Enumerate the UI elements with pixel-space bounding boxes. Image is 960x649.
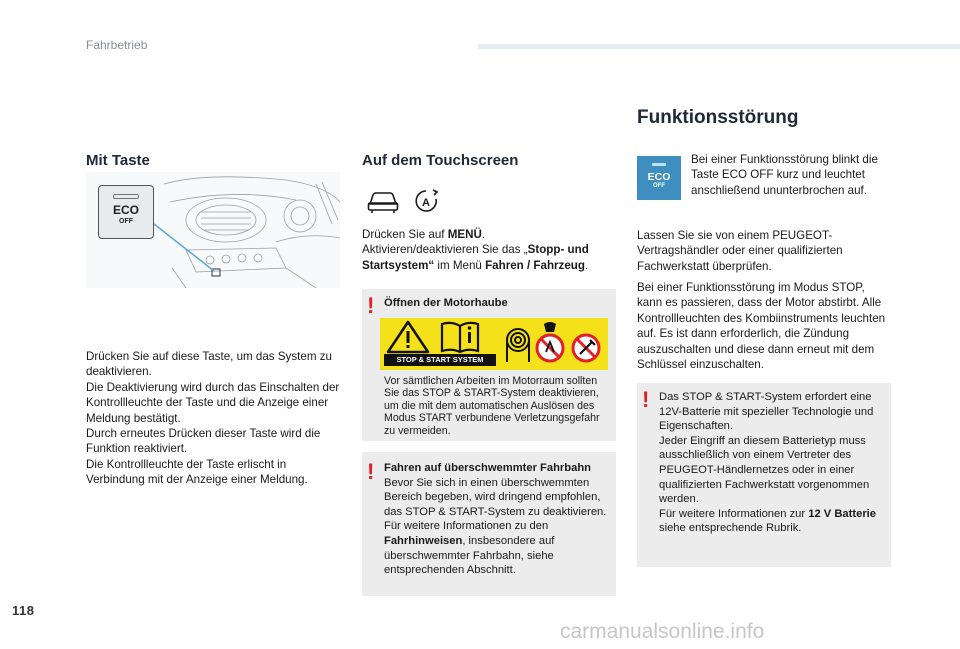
off-label: OFF [653, 183, 665, 189]
no-touch-icon [537, 322, 563, 361]
section-label: Fahrbetrieb [86, 38, 148, 52]
heading-funktionsstoerung: Funktionsstörung [637, 107, 799, 128]
watermark: carmanualsonline.info [560, 620, 765, 643]
box-text-batterie-1: Das STOP & START-System erfordert eine 12V-Batterie mit spezieller Technologie und Eigenschaften. [659, 391, 874, 433]
box-text-ueberschwemmt-2: Für weitere Informationen zu den [384, 520, 549, 533]
no-tool-icon [573, 335, 599, 361]
box-text-ueberschwemmt [384, 461, 610, 578]
eco-off-button-illustration [98, 185, 154, 239]
off-label: OFF [119, 218, 133, 225]
text-fahren-fahrzeug: Fahren / Fahrzeug [485, 258, 585, 272]
text-im-menu: im Menü [434, 258, 486, 272]
eco-icon-description: Bei einer Funktionsstörung blinkt die Taste ECO OFF kurz und leuchtet anschließend ununterbrochen auf. [691, 153, 878, 197]
warning-box-ueberschwemmt [362, 452, 616, 596]
box-title-ueberschwemmt: Fahren auf überschwemmter Fahrbahn [384, 462, 592, 474]
auto-stop-start-icon [416, 190, 437, 211]
funktionsstoerung-text-2: Bei einer Funktionsstörung im Modus STOP, kann es passieren, dass der Motor abstirbt. Alle Kontrollleuchten des Kombiinstruments leuchten auf. Es ist dann erforderlich, die Zündung auszuschalten und diese dann erneut mit dem Schlüssel einzuschalten. [637, 281, 886, 372]
car-icon [369, 193, 398, 213]
text-druecken: Drücken Sie auf [362, 228, 448, 241]
box-text-ueberschwemmt-1: Bevor Sie sich in einen überschwemmten Bereich begeben, wird dringend empfohlen, das STOP & START-System zu deaktivieren. [384, 476, 607, 518]
funktionsstoerung-text-1: Lassen Sie sie von einem PEUGEOT-Vertragshändler oder einer qualifizierten Fachwerkstatt überprüfen. [637, 229, 843, 273]
warning-exclamation-icon: ! [367, 459, 375, 484]
svg-text:A: A [422, 197, 430, 209]
indicator-slot [113, 194, 139, 199]
text-period-1: . [481, 228, 486, 241]
touchscreen-instructions [362, 227, 618, 273]
text-aktivieren: Aktivieren/deaktivieren Sie das „ [362, 243, 528, 257]
eco-label: ECO [112, 203, 139, 217]
warning-box-batterie [637, 383, 891, 567]
heading-touchscreen: Auf dem Touchscreen [362, 152, 519, 169]
box-text-batterie-2: Jeder Eingriff an diesem Batterietyp muss ausschließlich von einem Vertreter des PEUGEOT-Händlernetzes oder in einer qualifizierten Fachwerkstatt vorgenommen werden. [659, 434, 870, 506]
text-period-2: . [584, 258, 589, 272]
text-menu: MENÜ [447, 228, 482, 241]
manual-book-icon [442, 323, 478, 352]
box-text-batterie [659, 390, 887, 536]
text-stopp-startsystem: Stopp- und Startsystem“ [362, 243, 589, 272]
belt-pulley-icon [507, 329, 529, 362]
text-fahrhinweisen: Fahrhinweisen [384, 534, 463, 547]
page-number: 118 [12, 603, 35, 618]
touchscreen-icons [367, 186, 447, 221]
box-text-ueberschwemmt-3: , insbesondere auf überschwemmter Fahrbahn, siehe entsprechenden Abschnitt. [384, 534, 555, 577]
box-title-motorhaube: Öffnen der Motorhaube [384, 297, 508, 309]
eco-label: ECO [647, 171, 671, 183]
header-bar [478, 44, 960, 49]
box-text-batterie-4: siehe entsprechende Rubrik. [659, 522, 802, 535]
dashboard-illustration [86, 172, 340, 288]
indicator-slot [652, 163, 666, 166]
box-text-batterie-3: Für weitere Informationen zur [659, 507, 809, 520]
eco-off-indicator-icon [637, 156, 681, 200]
text-12v-batterie: 12 V Batterie [808, 507, 877, 520]
mit-taste-text: Drücken Sie auf diese Taste, um das System zu deaktivieren. Die Deaktivierung wird durch das Einschalten der Kontrollleuchte der Taste und die Anzeige einer Meldung bestätigt. Durch erneutes Drücken dieser Taste wird die Funktion reaktiviert. Die Kontrollleuchte der Taste erlischt in Verbindung mit der Anzeige einer Meldung. [86, 350, 340, 487]
warning-exclamation-icon: ! [642, 387, 650, 412]
heading-mit-taste: Mit Taste [86, 152, 150, 169]
stop-start-sticker [380, 318, 608, 370]
touchscreen-icon-row [367, 186, 447, 216]
warning-exclamation-icon: ! [367, 293, 375, 318]
warning-triangle-icon [388, 322, 428, 352]
stop-start-system-label: STOP & START SYSTEM [384, 354, 496, 366]
box-text-motorhaube: Vor sämtlichen Arbeiten im Motorraum sollten Sie das STOP & START-System deaktivieren, um die mit dem automatischen Auslösen des Modus START verbundene Verletzungsgefahr zu vermeiden. [384, 375, 600, 437]
